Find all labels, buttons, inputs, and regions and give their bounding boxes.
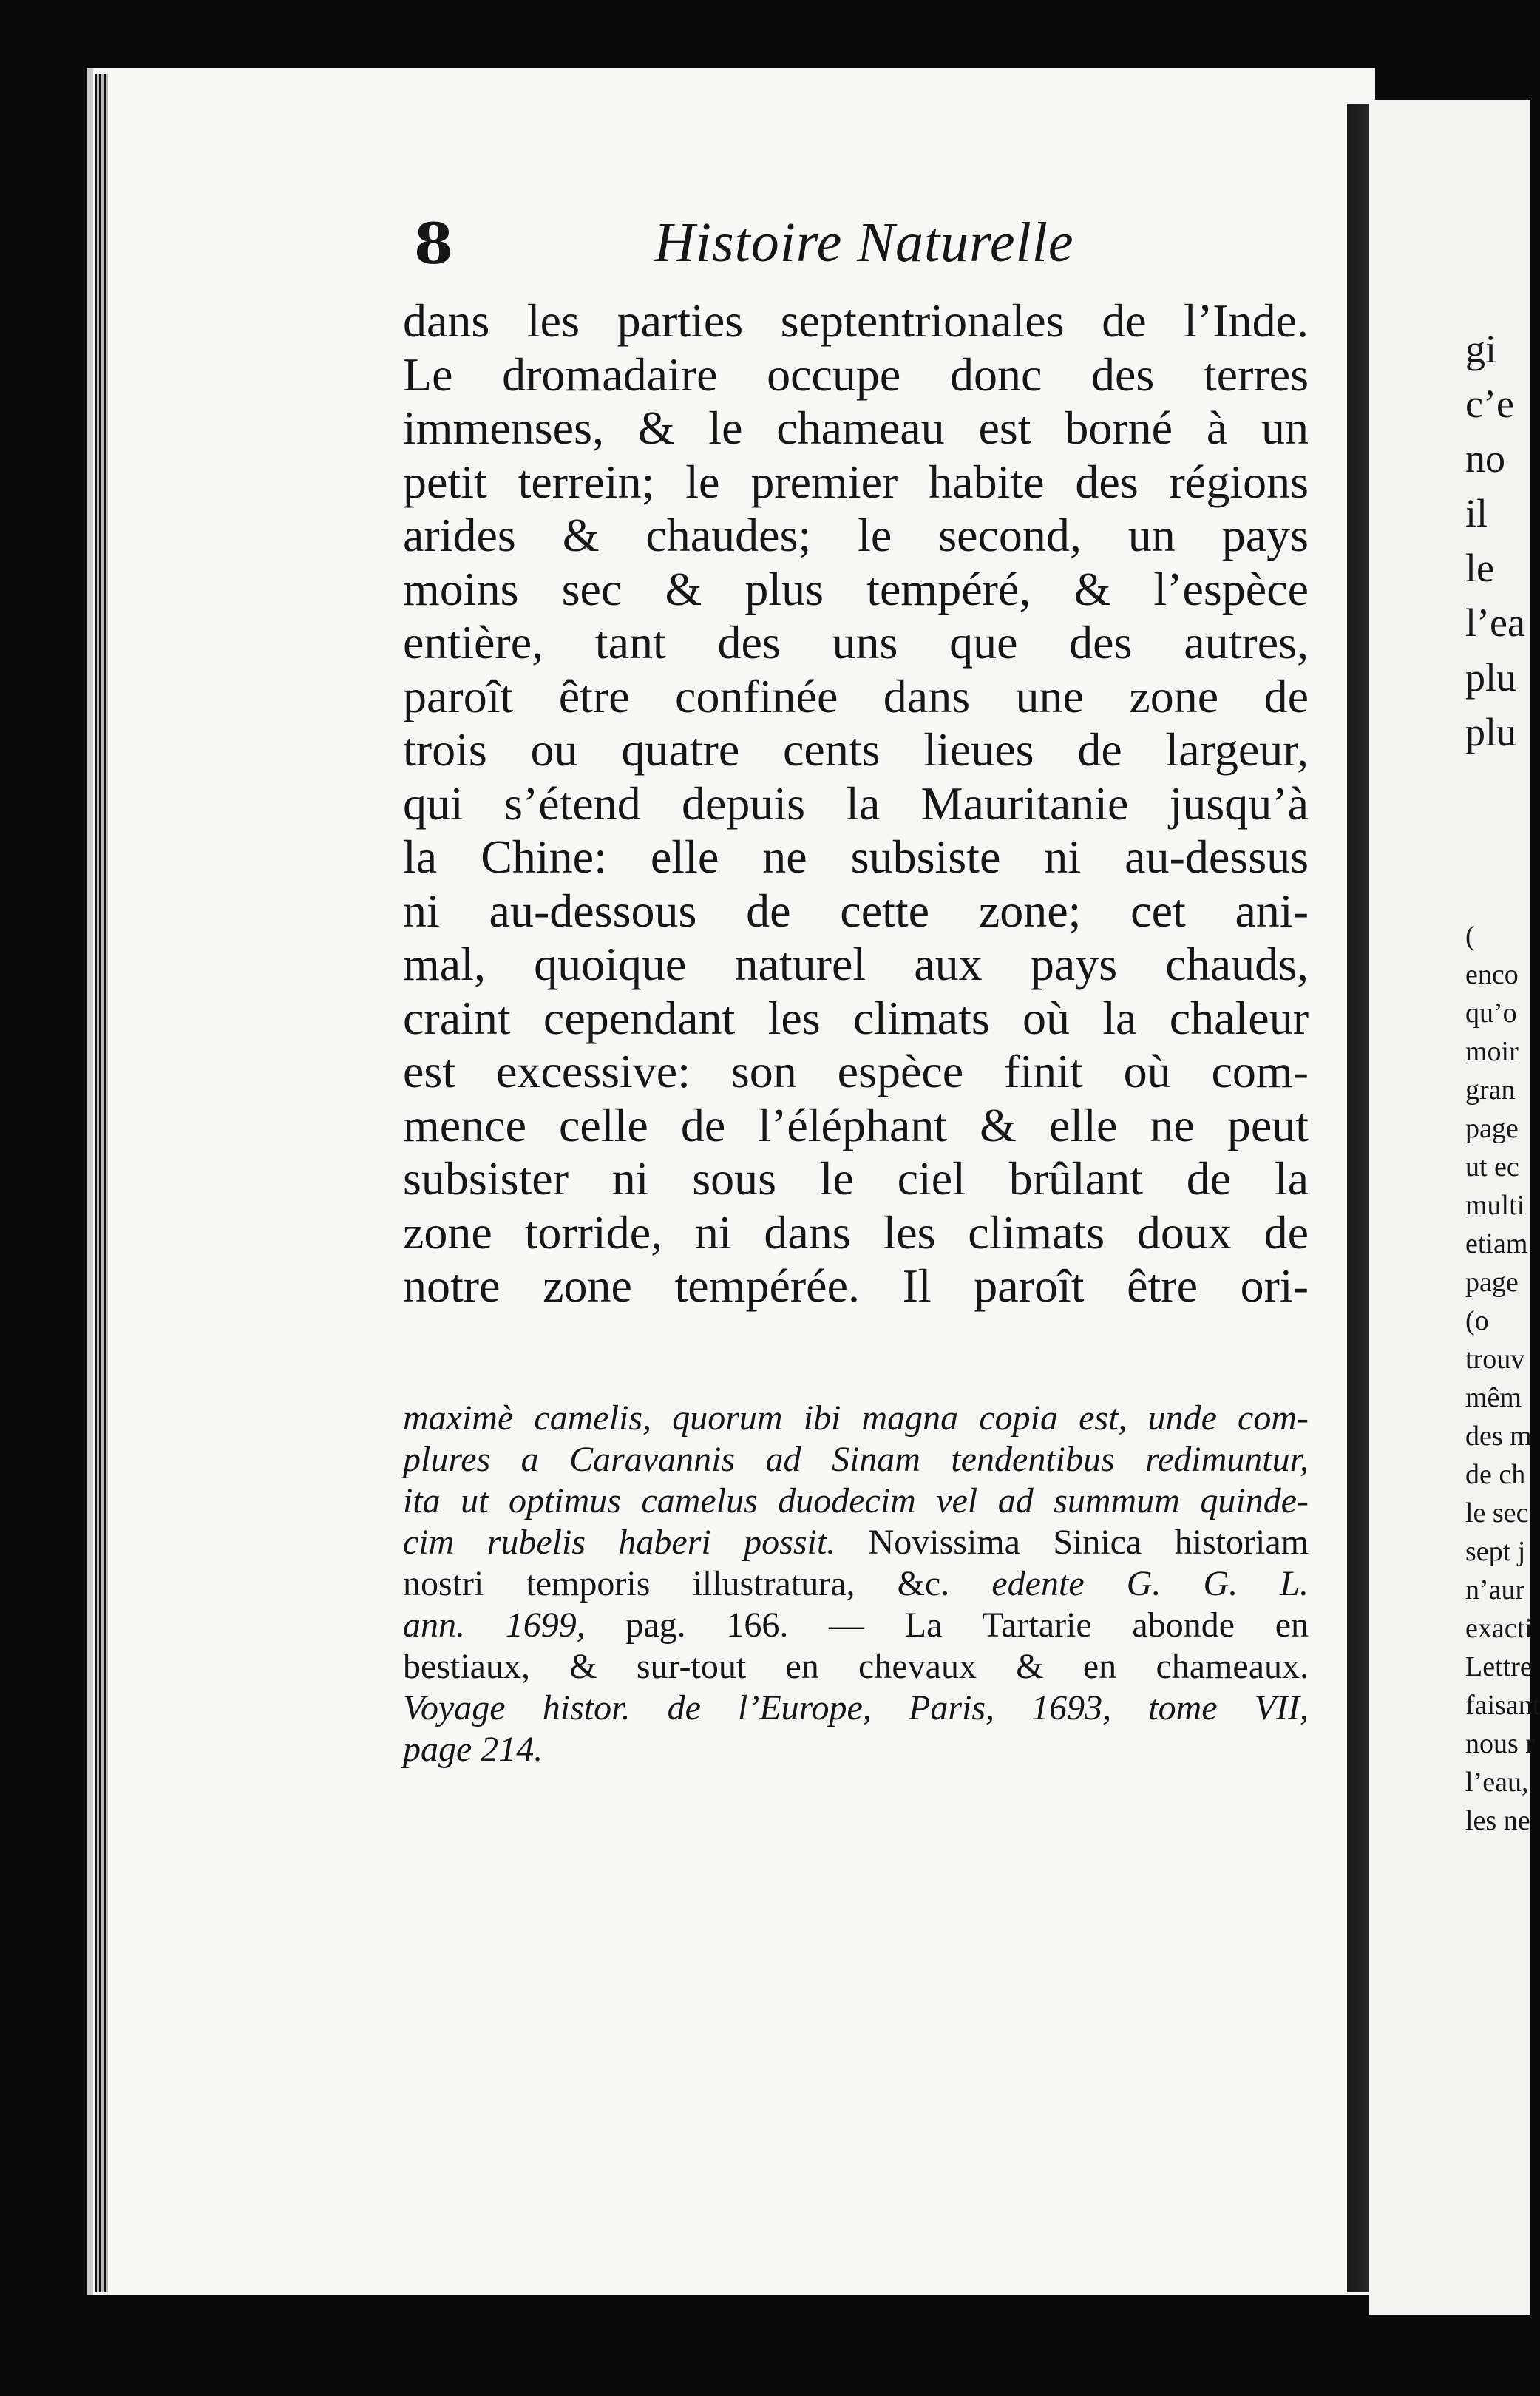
- text-line: subsister ni sous le ciel brûlant de la: [403, 1152, 1309, 1205]
- text-line: est excessive: son espèce finit où com-: [403, 1045, 1309, 1097]
- text-line: notre zone tempérée. Il paroît être ori-: [403, 1259, 1309, 1312]
- footnote-line: [403, 1605, 1309, 1646]
- footnote-roman-text: Novissima Sinica historiam: [835, 1523, 1309, 1562]
- facing-note-fragment: n’aur: [1465, 1574, 1525, 1605]
- main-text: [403, 294, 1309, 1313]
- facing-note-fragment: ut ec: [1465, 1151, 1519, 1182]
- footnote-italic-text: plures a Caravannis ad Sinam tendentibus redimuntur,: [403, 1440, 1309, 1479]
- facing-note-fragment: les ne: [1465, 1805, 1530, 1836]
- footnote-italic-text: maximè camelis, quorum ibi magna copia est, unde com-: [403, 1398, 1309, 1438]
- facing-text-fragment: c’e: [1465, 382, 1514, 426]
- footnote-roman-text: nostri temporis illustratura, &c.: [403, 1564, 950, 1603]
- footnote-line: [403, 1646, 1309, 1688]
- page-number: 8: [414, 211, 453, 277]
- facing-text-fragment: no: [1465, 436, 1505, 481]
- footnote-line: [403, 1563, 1309, 1605]
- footnote-line: [403, 1729, 1309, 1770]
- text-line: petit terrein; le premier habite des régions: [403, 455, 1309, 508]
- text-line: mence celle de l’éléphant & elle ne peut: [403, 1098, 1309, 1151]
- page-header: [414, 211, 1079, 292]
- facing-text-fragment: plu: [1465, 710, 1517, 754]
- footnote-line: [403, 1480, 1309, 1522]
- facing-note-fragment: etiam: [1465, 1228, 1528, 1259]
- facing-note-fragment: page: [1465, 1267, 1519, 1298]
- facing-note-fragment: de ch: [1465, 1459, 1526, 1490]
- facing-note-fragment: enco: [1465, 959, 1519, 990]
- text-line: craint cependant les climats où la chaleur: [403, 991, 1309, 1044]
- footnote-line: [403, 1522, 1309, 1563]
- text-line: trois ou quatre cents lieues de largeur,: [403, 723, 1309, 776]
- footnote-roman-text: bestiaux, & sur-tout en chevaux & en chameaux.: [403, 1647, 1309, 1686]
- facing-text-fragment: plu: [1465, 655, 1517, 700]
- facing-note-fragment: faisant: [1465, 1690, 1540, 1721]
- facing-note-fragment: des m: [1465, 1421, 1532, 1452]
- facing-text-fragment: gi: [1465, 327, 1497, 371]
- facing-note-fragment: gran: [1465, 1075, 1516, 1106]
- facing-note-fragment: trouv: [1465, 1344, 1525, 1375]
- facing-text-fragment: l’ea: [1465, 600, 1525, 645]
- footnote-italic-text: edente G. G. L.: [949, 1564, 1309, 1603]
- facing-page-notes: [1465, 917, 1540, 1840]
- facing-note-fragment: mêm: [1465, 1382, 1522, 1413]
- text-line: Le dromadaire occupe donc des terres: [403, 348, 1309, 401]
- facing-text-fragment: le: [1465, 546, 1494, 590]
- facing-note-fragment: multi: [1465, 1190, 1525, 1221]
- footnote-line: [403, 1688, 1309, 1729]
- text-line: arides & chaudes; le second, un pays: [403, 509, 1309, 561]
- footnote-line: [403, 1439, 1309, 1480]
- text-line: dans les parties septentrionales de l’Inde.: [403, 294, 1309, 347]
- page-edge-left: [95, 74, 108, 2292]
- running-title: Histoire Naturelle: [654, 211, 1074, 274]
- text-line: ni au-dessous de cette zone; cet ani-: [403, 884, 1309, 937]
- text-line: immenses, & le chameau est borné à un: [403, 402, 1309, 454]
- facing-note-fragment: exacti: [1465, 1613, 1533, 1644]
- facing-note-fragment: l’eau,: [1465, 1767, 1529, 1798]
- facing-note-fragment: (o: [1465, 1305, 1489, 1336]
- footnote-italic-text: page 214.: [403, 1730, 543, 1769]
- facing-note-fragment: sept j: [1465, 1536, 1526, 1567]
- facing-note-fragment: nous r: [1465, 1728, 1535, 1759]
- facing-note-fragment: page: [1465, 1113, 1519, 1144]
- text-line: entière, tant des uns que des autres,: [403, 616, 1309, 669]
- text-line: qui s’étend depuis la Mauritanie jusqu’à: [403, 776, 1309, 830]
- text-line: la Chine: elle ne subsiste ni au-dessus: [403, 830, 1309, 883]
- footnote-italic-text: ita ut optimus camelus duodecim vel ad summum quinde-: [403, 1481, 1309, 1520]
- text-line: moins sec & plus tempéré, & l’espèce: [403, 562, 1309, 615]
- facing-page: [1369, 100, 1540, 2315]
- footnote-italic-text: cim rubelis haberi possit.: [403, 1523, 836, 1562]
- facing-note-fragment: moir: [1465, 1036, 1519, 1067]
- facing-text-fragment: il: [1465, 491, 1488, 535]
- text-line: zone torride, ni dans les climats doux de: [403, 1205, 1309, 1259]
- footnote-italic-text: Voyage histor. de l’Europe, Paris, 1693, tome VII,: [403, 1688, 1309, 1727]
- text-line: paroît être confinée dans une zone de: [403, 669, 1309, 722]
- facing-page-text: [1465, 322, 1525, 759]
- facing-note-fragment: (: [1465, 921, 1475, 952]
- footnote: [403, 1398, 1309, 1770]
- footnote-italic-text: ann. 1699,: [403, 1605, 586, 1645]
- footnote-line: [403, 1398, 1309, 1439]
- text-line: mal, quoique naturel aux pays chauds,: [403, 938, 1309, 990]
- facing-note-fragment: le sec: [1465, 1498, 1529, 1529]
- facing-note-fragment: qu’o: [1465, 998, 1517, 1029]
- facing-note-fragment: Lettre: [1465, 1651, 1533, 1682]
- footnote-roman-text: pag. 166. — La Tartarie abonde en: [585, 1605, 1309, 1645]
